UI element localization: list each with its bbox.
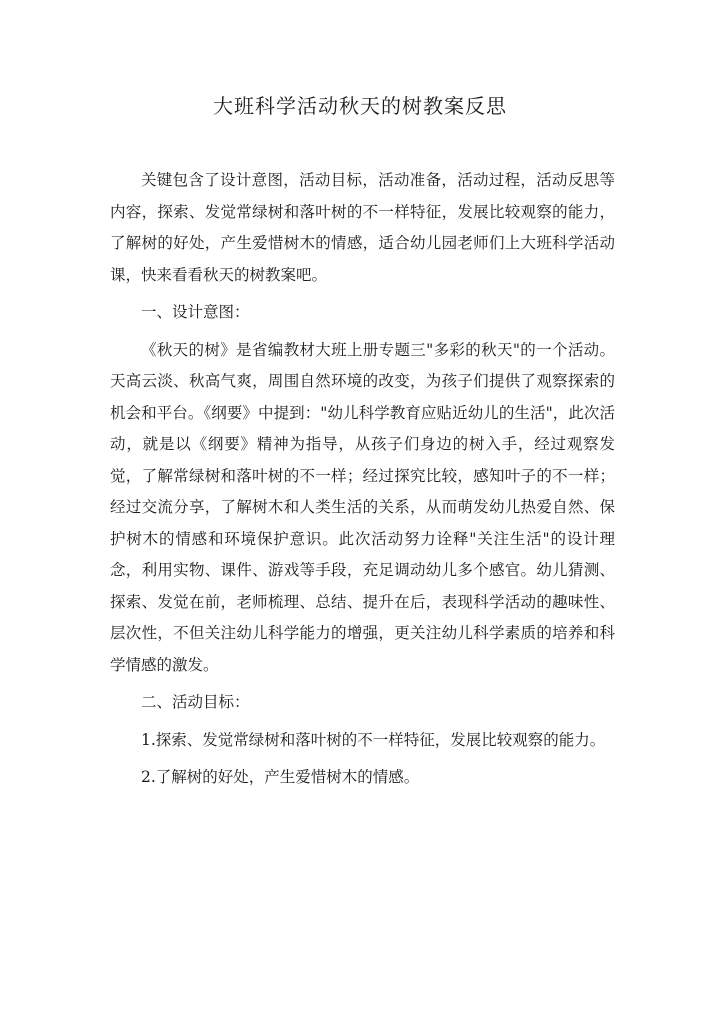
document-body — [110, 165, 615, 800]
document-title: 大班科学活动秋天的树教案反思 — [213, 94, 507, 118]
section-heading-activity-goals: 二、活动目标： — [141, 693, 250, 711]
section-heading-design-intent: 一、设计意图： — [141, 303, 250, 321]
goal-item-2: 2.了解树的好处，产生爱惜树木的情感。 — [141, 768, 420, 786]
design-intent-paragraph: 《秋天的树》是省编教材大班上册专题三"多彩的秋天"的一个活动。天高云淡、秋高气爽，周围自然环境的改变，为孩子们提供了观察探索的机会和平台。《纲要》中提到："幼儿科学教育应贴近幼儿的生活"，此次活动，就是以《纲要》精神为指导，从孩子们身边的树入手，经过观察发觉，了解常绿树和落叶树的不一样；经过探究比较，感知叶子的不一样；经过交流分享，了解树木和人类生活的关系，从而萌发幼儿热爱自然、保护树木的情感和环境保护意识。此次活动努力诠释"关注生活"的设计理念，利用实物、课件、游戏等手段，充足调动幼儿多个感官。幼儿猜测、探索、发觉在前，老师梳理、总结、提升在后，表现科学活动的趣味性、层次性，不但关注幼儿科学能力的增强，更关注幼儿科学素质的培养和科学情感的激发。 — [110, 340, 615, 674]
goal-item-1: 1.探索、发觉常绿树和落叶树的不一样特征，发展比较观察的能力。 — [141, 730, 606, 749]
intro-paragraph: 关键包含了设计意图，活动目标，活动准备，活动过程，活动反思等内容，探索、发觉常绿树和落叶树的不一样特征，发展比较观察的能力，了解树的好处，产生爱惜树木的情感，适合幼儿园老师们上大班科学活动课，快来看看秋天的树教案吧。 — [110, 171, 615, 284]
